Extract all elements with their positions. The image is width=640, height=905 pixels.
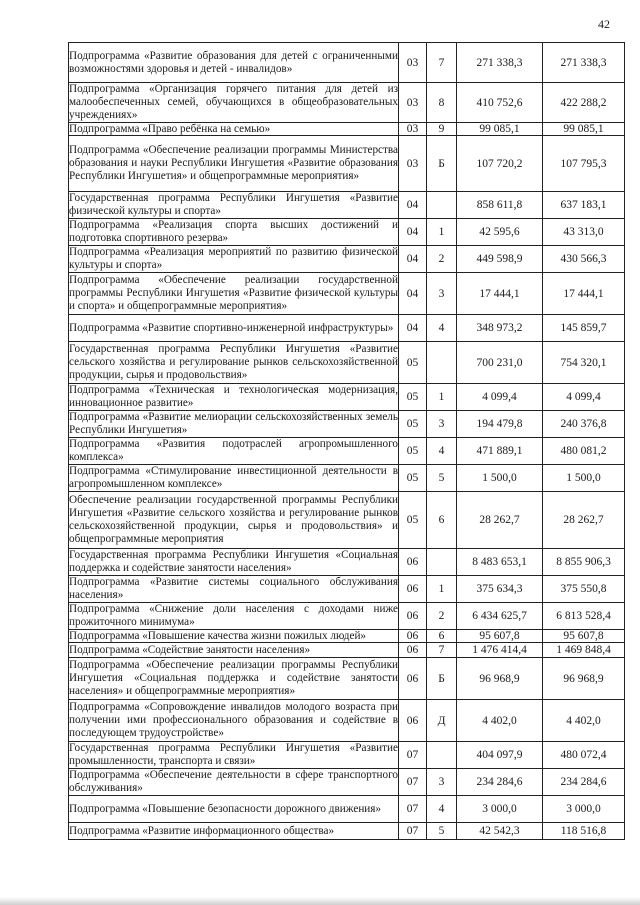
subprogram-code-cell: 1 [427,384,457,411]
amount-year2-cell: 118 516,8 [543,823,625,840]
subprogram-code-cell [427,742,457,769]
subprogram-code-cell: 4 [427,796,457,823]
amount-year2-cell: 6 813 528,4 [543,603,625,630]
table-row [69,384,625,411]
program-name: Подпрограмма «Развитие спортивно-инженерной инфраструктуры» [69,321,394,334]
amount-year1-cell: 28 262,7 [457,492,543,549]
program-code-cell: 05 [399,465,427,492]
program-name-cell [69,438,399,465]
program-name: Подпрограмма «Повышение качества жизни пожилых людей» [69,630,367,642]
subprogram-code-cell: 5 [427,823,457,840]
program-code-cell: 06 [399,576,427,603]
program-name-cell [69,643,399,658]
subprogram-code-cell: 8 [427,83,457,123]
program-name: Подпрограмма «Снижение доли населения с доходами ниже прожиточного минимума» [69,603,398,628]
program-name: Подпрограмма «Обеспечение деятельности в сфере транспортного обслуживания» [69,769,398,794]
subprogram-code-cell: 2 [427,246,457,273]
program-name-cell [69,136,399,192]
program-name: Подпрограмма «Реализация мероприятий по развитию физической культуры и спорта» [69,246,398,271]
amount-year2-cell: 17 444,1 [543,273,625,315]
amount-year1-cell: 858 611,8 [457,192,543,219]
table-row [69,823,625,840]
program-name: Подпрограмма «Развитие информационного общества» [69,824,335,837]
program-code-cell: 07 [399,823,427,840]
amount-year2-cell: 1 469 848,4 [543,643,625,658]
amount-year2-cell: 95 607,8 [543,630,625,643]
amount-year2-cell: 430 566,3 [543,246,625,273]
amount-year1-cell: 42 595,6 [457,219,543,246]
table-row [69,630,625,643]
amount-year2-cell: 234 284,6 [543,769,625,796]
subprogram-code-cell: 3 [427,273,457,315]
program-code-cell: 05 [399,492,427,549]
program-name: Подпрограмма «Развитие мелиорации сельскохозяйственных земель Республики Ингушетия» [69,411,398,436]
program-code-cell: 07 [399,742,427,769]
program-code-cell: 04 [399,246,427,273]
table-row [69,492,625,549]
program-name: Подпрограмма «Реализация спорта высших достижений и подготовка спортивного резерва» [69,219,398,244]
amount-year2-cell: 754 320,1 [543,342,625,384]
program-name-cell [69,796,399,823]
table-row [69,411,625,438]
subprogram-code-cell: 3 [427,769,457,796]
program-name: Подпрограмма «Организация горячего питания для детей из малообеспеченных семей, обучающихся в общеобразовательных учреждениях» [69,83,398,121]
amount-year1-cell: 700 231,0 [457,342,543,384]
subprogram-code-cell: 3 [427,411,457,438]
program-name-cell [69,315,399,342]
amount-year1-cell: 6 434 625,7 [457,603,543,630]
subprogram-code-cell [427,342,457,384]
program-code-cell: 06 [399,643,427,658]
amount-year1-cell: 471 889,1 [457,438,543,465]
amount-year2-cell: 99 085,1 [543,123,625,136]
subprogram-code-cell: 6 [427,492,457,549]
amount-year1-cell: 4 099,4 [457,384,543,411]
table-row [69,192,625,219]
program-name: Подпрограмма «Повышение безопасности дорожного движения» [69,802,382,815]
program-code-cell: 05 [399,384,427,411]
program-name-cell [69,342,399,384]
amount-year2-cell: 145 859,7 [543,315,625,342]
subprogram-code-cell: 7 [427,643,457,658]
amount-year2-cell: 480 072,4 [543,742,625,769]
program-name-cell [69,742,399,769]
amount-year2-cell: 4 099,4 [543,384,625,411]
program-name-cell [69,273,399,315]
program-code-cell: 05 [399,342,427,384]
subprogram-code-cell: 9 [427,123,457,136]
program-name: Обеспечение реализации государственной программы Республики Ингушетия «Развитие сельского хозяйства и регулирование рынков сельскохозяйственной продукции, сырья и продовольствия» и общепрограммные мероприятия [69,494,398,545]
table-row [69,603,625,630]
amount-year1-cell: 1 476 414,4 [457,643,543,658]
program-code-cell: 03 [399,123,427,136]
table-row [69,246,625,273]
amount-year2-cell: 4 402,0 [543,700,625,742]
amount-year2-cell: 480 081,2 [543,438,625,465]
amount-year1-cell: 8 483 653,1 [457,549,543,576]
program-code-cell: 07 [399,769,427,796]
program-code-cell: 07 [399,796,427,823]
program-name-cell [69,123,399,136]
amount-year1-cell: 42 542,3 [457,823,543,840]
table-row [69,219,625,246]
subprogram-code-cell [427,192,457,219]
amount-year1-cell: 348 973,2 [457,315,543,342]
amount-year1-cell: 107 720,2 [457,136,543,192]
amount-year1-cell: 95 607,8 [457,630,543,643]
amount-year1-cell: 17 444,1 [457,273,543,315]
subprogram-code-cell: 6 [427,630,457,643]
program-name-cell [69,658,399,700]
program-name: Государственная программа Республики Ингушетия «Развитие промышленности, транспорта и связи» [69,742,398,767]
table-row [69,273,625,315]
table-row [69,438,625,465]
subprogram-code-cell: 1 [427,219,457,246]
amount-year2-cell: 96 968,9 [543,658,625,700]
amount-year1-cell: 449 598,9 [457,246,543,273]
program-code-cell: 03 [399,83,427,123]
program-name-cell [69,603,399,630]
program-code-cell: 06 [399,630,427,643]
amount-year1-cell: 375 634,3 [457,576,543,603]
program-name: Подпрограмма «Право ребёнка на семью» [69,123,271,135]
program-name: Государственная программа Республики Ингушетия «Социальная поддержка и содействие занятости населения» [69,549,398,574]
table-row [69,643,625,658]
table-row [69,83,625,123]
amount-year2-cell: 107 795,3 [543,136,625,192]
amount-year1-cell: 404 097,9 [457,742,543,769]
program-name-cell [69,823,399,840]
program-name: Государственная программа Республики Ингушетия «Развитие сельского хозяйства и регулирование рынков сельскохозяйственной продукции, сырья и продовольствия» [69,343,398,381]
subprogram-code-cell: 2 [427,603,457,630]
program-code-cell: 04 [399,315,427,342]
amount-year1-cell: 234 284,6 [457,769,543,796]
amount-year1-cell: 4 402,0 [457,700,543,742]
program-name-cell [69,630,399,643]
program-name-cell [69,769,399,796]
amount-year1-cell: 271 338,3 [457,43,543,83]
program-name: Подпрограмма «Обеспечение реализации программы Министерства образования и науки Республики Ингушетия «Развитие образования Республики Ингушетия» и общепрограммные мероприятия» [69,144,398,182]
program-name-cell [69,246,399,273]
table-row [69,549,625,576]
subprogram-code-cell: 5 [427,465,457,492]
table-row [69,136,625,192]
page-number: 42 [598,17,610,31]
amount-year2-cell: 271 338,3 [543,43,625,83]
program-name-cell [69,576,399,603]
amount-year1-cell: 99 085,1 [457,123,543,136]
program-name-cell [69,192,399,219]
amount-year2-cell: 28 262,7 [543,492,625,549]
table-row [69,43,625,83]
program-name: Подпрограмма «Техническая и технологическая модернизация, инновационное развитие» [69,384,398,409]
table-row [69,465,625,492]
subprogram-code-cell: Б [427,136,457,192]
table-row [69,796,625,823]
subprogram-code-cell: 4 [427,315,457,342]
table-row [69,769,625,796]
amount-year2-cell: 637 183,1 [543,192,625,219]
amount-year2-cell: 1 500,0 [543,465,625,492]
table-row [69,576,625,603]
program-name-cell [69,465,399,492]
program-name: Государственная программа Республики Ингушетия «Развитие физической культуры и спорта» [69,192,398,217]
program-name-cell [69,43,399,83]
program-name: Подпрограмма «Содействие занятости населения» [69,643,311,656]
program-code-cell: 04 [399,273,427,315]
program-name-cell [69,83,399,123]
program-name: Подпрограмма «Развитие системы социального обслуживания населения» [69,576,398,601]
table-row [69,315,625,342]
program-name-cell [69,219,399,246]
amount-year1-cell: 96 968,9 [457,658,543,700]
subprogram-code-cell: Д [427,700,457,742]
amount-year2-cell: 3 000,0 [543,796,625,823]
amount-year2-cell: 240 376,8 [543,411,625,438]
table-row [69,742,625,769]
program-code-cell: 05 [399,438,427,465]
subprogram-code-cell: 7 [427,43,457,83]
subprogram-code-cell: 1 [427,576,457,603]
program-name: Подпрограмма «Развитие образования для детей с ограниченными возможностями здоровья и детей - инвалидов» [69,49,398,75]
subprogram-code-cell [427,549,457,576]
amount-year2-cell: 43 313,0 [543,219,625,246]
table-row [69,123,625,136]
amount-year2-cell: 422 288,2 [543,83,625,123]
program-name-cell [69,549,399,576]
table-row [69,342,625,384]
program-name-cell [69,492,399,549]
amount-year1-cell: 194 479,8 [457,411,543,438]
subprogram-code-cell: Б [427,658,457,700]
amount-year2-cell: 375 550,8 [543,576,625,603]
program-name-cell [69,700,399,742]
program-code-cell: 03 [399,43,427,83]
program-code-cell: 05 [399,411,427,438]
amount-year1-cell: 1 500,0 [457,465,543,492]
program-name-cell [69,411,399,438]
program-code-cell: 04 [399,192,427,219]
table-row [69,658,625,700]
program-code-cell: 03 [399,136,427,192]
program-name-cell [69,384,399,411]
amount-year1-cell: 410 752,6 [457,83,543,123]
budget-table [68,42,625,840]
subprogram-code-cell: 4 [427,438,457,465]
program-code-cell: 06 [399,658,427,700]
program-name: Подпрограмма «Развития подотраслей агропромышленного комплекса» [69,438,398,463]
program-name: Подпрограмма «Стимулирование инвестиционной деятельности в агропромышленном комплексе» [69,465,398,490]
table-row [69,700,625,742]
program-name: Подпрограмма «Обеспечение реализации программы Республики Ингушетия «Социальная поддержка и содействие занятости населения» и общепрограммные мероприятия» [69,659,398,697]
program-code-cell: 04 [399,219,427,246]
amount-year2-cell: 8 855 906,3 [543,549,625,576]
amount-year1-cell: 3 000,0 [457,796,543,823]
program-code-cell: 06 [399,700,427,742]
program-code-cell: 06 [399,603,427,630]
program-code-cell: 06 [399,549,427,576]
scan-bottom-edge [0,897,640,905]
program-name: Подпрограмма «Сопровождение инвалидов молодого возраста при получении ими профессионального образования и содействие в последующем трудоустройстве» [69,701,398,739]
program-name: Подпрограмма «Обеспечение реализации государственной программы Республики Ингушетия «Развитие физической культуры и спорта» и общепрограммные мероприятия» [69,274,398,312]
